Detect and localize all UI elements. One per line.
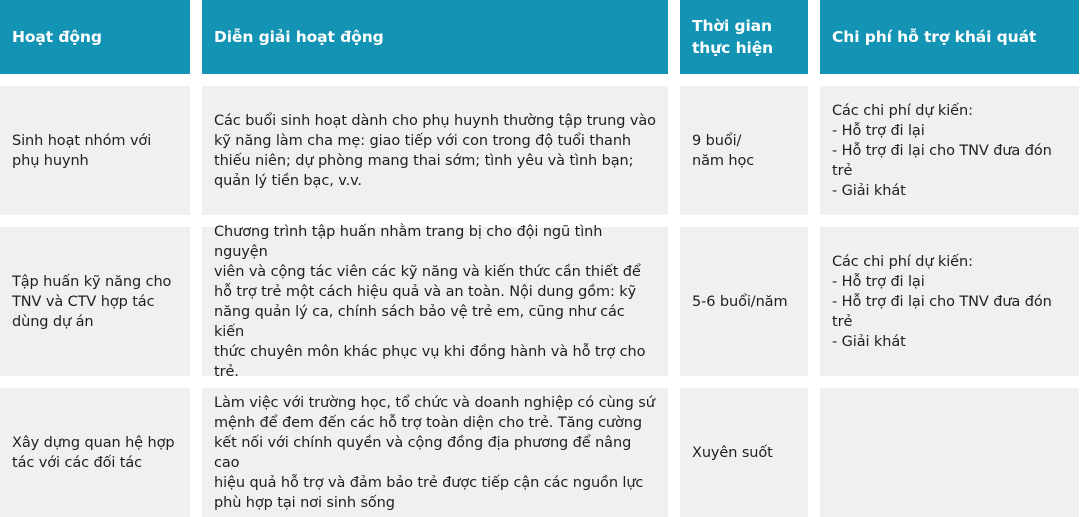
row-2-activity: Tập huấn kỹ năng cho TNV và CTV hợp tác dùng dự án — [0, 227, 190, 376]
row-1-activity: Sinh hoạt nhóm với phụ huynh — [0, 86, 190, 215]
header-cost: Chi phí hỗ trợ khái quát — [820, 0, 1079, 74]
header-duration: Thời gian thực hiện — [680, 0, 808, 74]
row-2-duration: 5-6 buổi/năm — [680, 227, 808, 376]
header-description: Diễn giải hoạt động — [202, 0, 668, 74]
row-1-cost: Các chi phí dự kiến: - Hỗ trợ đi lại - Hỗ trợ đi lại cho TNV đưa đón trẻ - Giải khát — [820, 86, 1079, 215]
row-3-duration: Xuyên suốt — [680, 388, 808, 517]
row-1-description: Các buổi sinh hoạt dành cho phụ huynh thường tập trung vào kỹ năng làm cha mẹ: giao tiếp với con trong độ tuổi thanh thiếu niên; dự phòng mang thai sớm; tình yêu và tình bạn; quản lý tiền bạc, v.v. — [202, 86, 668, 215]
header-activity: Hoạt động — [0, 0, 190, 74]
row-2-cost: Các chi phí dự kiến: - Hỗ trợ đi lại - Hỗ trợ đi lại cho TNV đưa đón trẻ - Giải khát — [820, 227, 1079, 376]
row-3-description: Làm việc với trường học, tổ chức và doanh nghiệp có cùng sứ mệnh để đem đến các hỗ trợ toàn diện cho trẻ. Tăng cường kết nối với chính quyền và cộng đồng địa phương để nâng cao hiệu quả hỗ trợ và đảm bảo trẻ được tiếp cận các nguồn lực phù hợp tại nơi sinh sống — [202, 388, 668, 517]
row-3-cost — [820, 388, 1079, 517]
row-3-activity: Xây dựng quan hệ hợp tác với các đối tác — [0, 388, 190, 517]
row-2-description: Chương trình tập huấn nhằm trang bị cho đội ngũ tình nguyện viên và cộng tác viên các kỹ năng và kiến thức cần thiết để hỗ trợ trẻ một cách hiệu quả và an toàn. Nội dung gồm: kỹ năng quản lý ca, chính sách bảo vệ trẻ em, cũng như các kiến thức chuyên môn khác phục vụ khi đồng hành và hỗ trợ cho trẻ. — [202, 227, 668, 376]
row-1-duration: 9 buổi/ năm học — [680, 86, 808, 215]
